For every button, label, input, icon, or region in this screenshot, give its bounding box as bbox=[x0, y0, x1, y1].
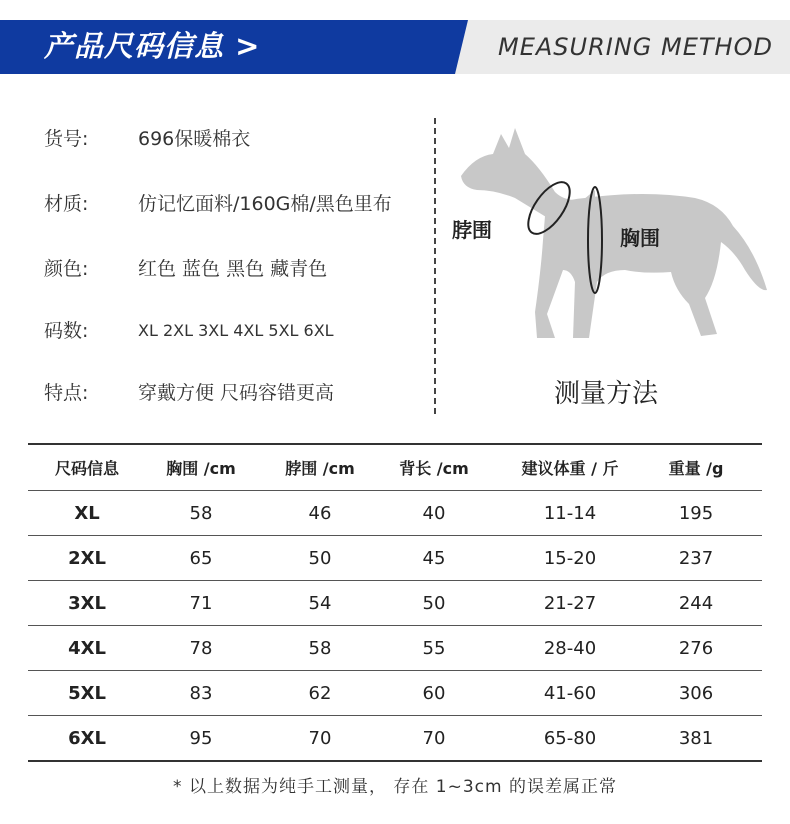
table-cell: 244 bbox=[678, 592, 714, 614]
table-cell-size: 6XL bbox=[68, 727, 106, 749]
table-cell: 40 bbox=[422, 502, 446, 524]
table-cell: 50 bbox=[422, 592, 446, 614]
table-cell: 71 bbox=[189, 592, 213, 614]
table-cell: 70 bbox=[308, 727, 332, 749]
table-header-row bbox=[28, 443, 762, 490]
table-cell: 195 bbox=[678, 502, 714, 524]
header-subtitle: MEASURING METHOD bbox=[498, 33, 773, 61]
table-header-cell: 重量 /g bbox=[668, 459, 724, 478]
table-cell: 45 bbox=[422, 547, 446, 569]
table-row bbox=[28, 625, 762, 670]
table-cell: 70 bbox=[422, 727, 446, 749]
table-header-cell: 建议体重 / 斤 bbox=[521, 459, 619, 478]
table-cell: 55 bbox=[422, 637, 446, 659]
table-row bbox=[28, 580, 762, 625]
section-header bbox=[0, 20, 790, 74]
measurement-footnote: * 以上数据为纯手工测量， 存在 1~3cm 的误差属正常 bbox=[173, 777, 617, 797]
size-table bbox=[28, 443, 762, 762]
table-cell: 78 bbox=[189, 637, 213, 659]
table-row bbox=[28, 715, 762, 762]
table-cell: 60 bbox=[422, 682, 446, 704]
table-cell: 276 bbox=[678, 637, 714, 659]
neck-label: 脖围 bbox=[452, 218, 492, 242]
table-cell: 28-40 bbox=[543, 637, 597, 659]
header-title: 产品尺码信息 > bbox=[44, 29, 261, 63]
table-row bbox=[28, 535, 762, 580]
table-cell-size: 4XL bbox=[68, 637, 106, 659]
info-label: 特点: bbox=[44, 382, 89, 404]
vertical-divider bbox=[434, 118, 436, 414]
table-cell: 46 bbox=[308, 502, 332, 524]
table-cell-size: 5XL bbox=[68, 682, 106, 704]
table-cell: 11-14 bbox=[543, 502, 597, 524]
info-label: 材质: bbox=[44, 193, 89, 215]
illustration-caption: 测量方法 bbox=[554, 379, 659, 409]
table-cell: 65 bbox=[189, 547, 213, 569]
info-value: XL 2XL 3XL 4XL 5XL 6XL bbox=[138, 321, 334, 340]
info-value: 696保暖棉衣 bbox=[138, 128, 251, 150]
table-cell-size: XL bbox=[74, 502, 100, 524]
table-cell: 306 bbox=[678, 682, 714, 704]
table-cell: 58 bbox=[308, 637, 332, 659]
info-value: 仿记忆面料/160G棉/黑色里布 bbox=[138, 193, 392, 215]
dog-measuring-illustration bbox=[455, 120, 775, 350]
chest-label: 胸围 bbox=[620, 226, 660, 250]
table-cell: 58 bbox=[189, 502, 213, 524]
table-cell: 15-20 bbox=[543, 547, 597, 569]
dog-silhouette-icon bbox=[461, 128, 767, 338]
table-cell: 83 bbox=[189, 682, 213, 704]
info-label: 码数: bbox=[44, 320, 89, 342]
table-cell-size: 3XL bbox=[68, 592, 106, 614]
info-label: 颜色: bbox=[44, 258, 89, 280]
table-cell: 41-60 bbox=[543, 682, 597, 704]
table-cell-size: 2XL bbox=[68, 547, 106, 569]
table-row bbox=[28, 670, 762, 715]
info-value: 穿戴方便 尺码容错更高 bbox=[138, 382, 335, 404]
info-label: 货号: bbox=[44, 128, 89, 150]
table-cell: 95 bbox=[189, 727, 213, 749]
table-row bbox=[28, 490, 762, 535]
table-cell: 62 bbox=[308, 682, 332, 704]
table-header-cell: 脖围 /cm bbox=[285, 459, 355, 478]
table-cell: 50 bbox=[308, 547, 332, 569]
table-cell: 237 bbox=[678, 547, 714, 569]
info-value: 红色 蓝色 黑色 藏青色 bbox=[138, 258, 328, 280]
table-cell: 381 bbox=[678, 727, 714, 749]
table-header-cell: 胸围 /cm bbox=[166, 459, 236, 478]
table-cell: 21-27 bbox=[543, 592, 597, 614]
table-cell: 65-80 bbox=[543, 727, 597, 749]
table-cell: 54 bbox=[308, 592, 332, 614]
table-header-cell: 背长 /cm bbox=[399, 459, 469, 478]
table-header-cell: 尺码信息 bbox=[54, 459, 119, 478]
